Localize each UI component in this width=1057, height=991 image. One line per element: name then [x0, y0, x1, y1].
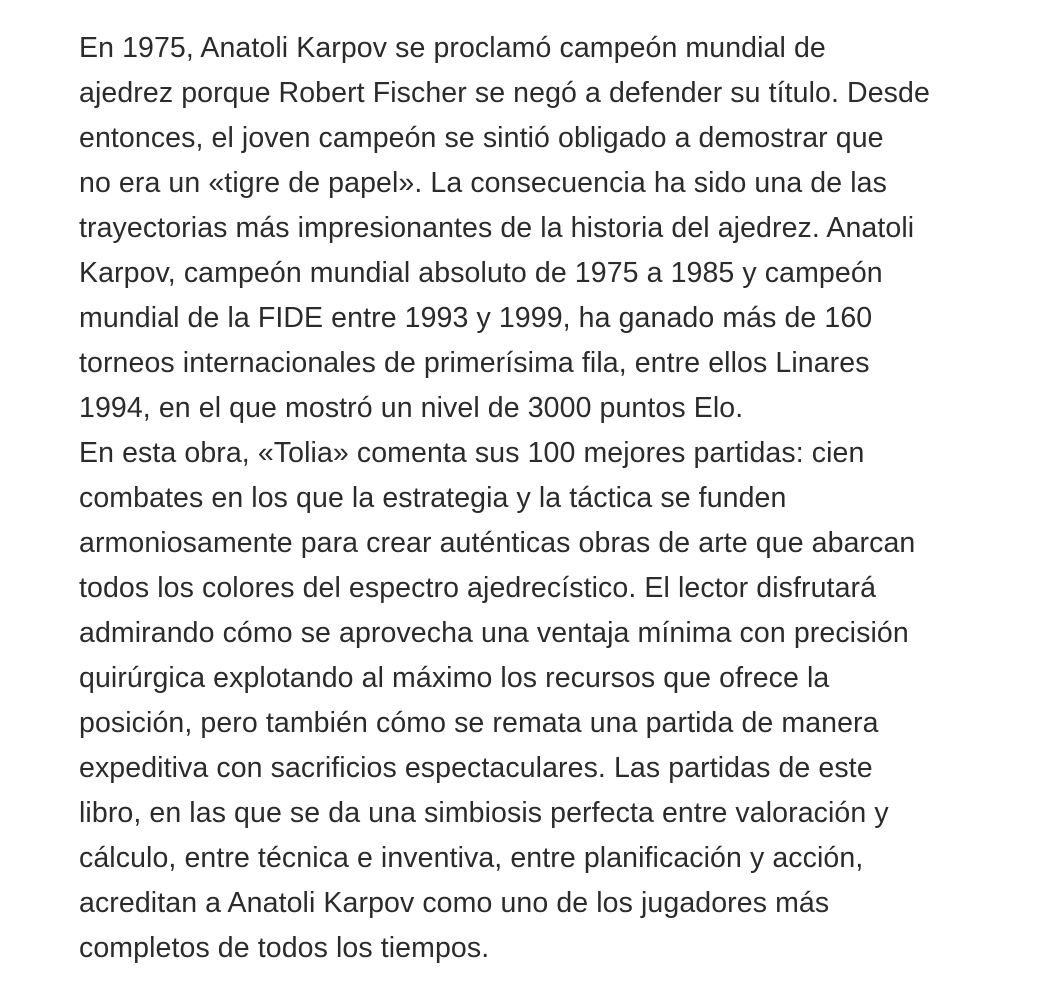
text-line: libro, en las que se da una simbiosis perfecta entre valoración y: [79, 797, 889, 829]
text-line: expeditiva con sacrificios espectaculares. Las partidas de este: [79, 752, 873, 784]
text-line: cálculo, entre técnica e inventiva, entre planificación y acción,: [79, 842, 864, 874]
text-line: torneos internacionales de primerísima fila, entre ellos Linares: [79, 347, 870, 379]
text-line: trayectorias más impresionantes de la historia del ajedrez. Anatoli: [79, 212, 915, 244]
text-line: 1994, en el que mostró un nivel de 3000 puntos Elo.: [79, 392, 744, 424]
text-line: admirando cómo se aprovecha una ventaja mínima con precisión: [79, 617, 909, 649]
text-line: entonces, el joven campeón se sintió obligado a demostrar que: [79, 122, 884, 154]
text-line: mundial de la FIDE entre 1993 y 1999, ha ganado más de 160: [79, 302, 873, 334]
text-line: En esta obra, «Tolia» comenta sus 100 mejores partidas: cien: [79, 437, 865, 469]
paragraph-karpov-biography: [79, 26, 1039, 431]
text-line: acreditan a Anatoli Karpov como uno de los jugadores más: [79, 887, 830, 919]
text-line: no era un «tigre de papel». La consecuencia ha sido una de las: [79, 167, 887, 199]
text-line: completos de todos los tiempos.: [79, 932, 490, 964]
text-line: ajedrez porque Robert Fischer se negó a defender su título. Desde: [79, 77, 930, 109]
paragraph-book-summary: [79, 431, 1039, 971]
text-line: En 1975, Anatoli Karpov se proclamó campeón mundial de: [79, 32, 826, 64]
text-line: armoniosamente para crear auténticas obras de arte que abarcan: [79, 527, 916, 559]
book-description: [79, 26, 1039, 971]
text-line: Karpov, campeón mundial absoluto de 1975 a 1985 y campeón: [79, 257, 883, 289]
text-line: posición, pero también cómo se remata una partida de manera: [79, 707, 879, 739]
text-line: todos los colores del espectro ajedrecístico. El lector disfrutará: [79, 572, 877, 604]
text-line: combates en los que la estrategia y la táctica se funden: [79, 482, 787, 514]
text-line: quirúrgica explotando al máximo los recursos que ofrece la: [79, 662, 830, 694]
